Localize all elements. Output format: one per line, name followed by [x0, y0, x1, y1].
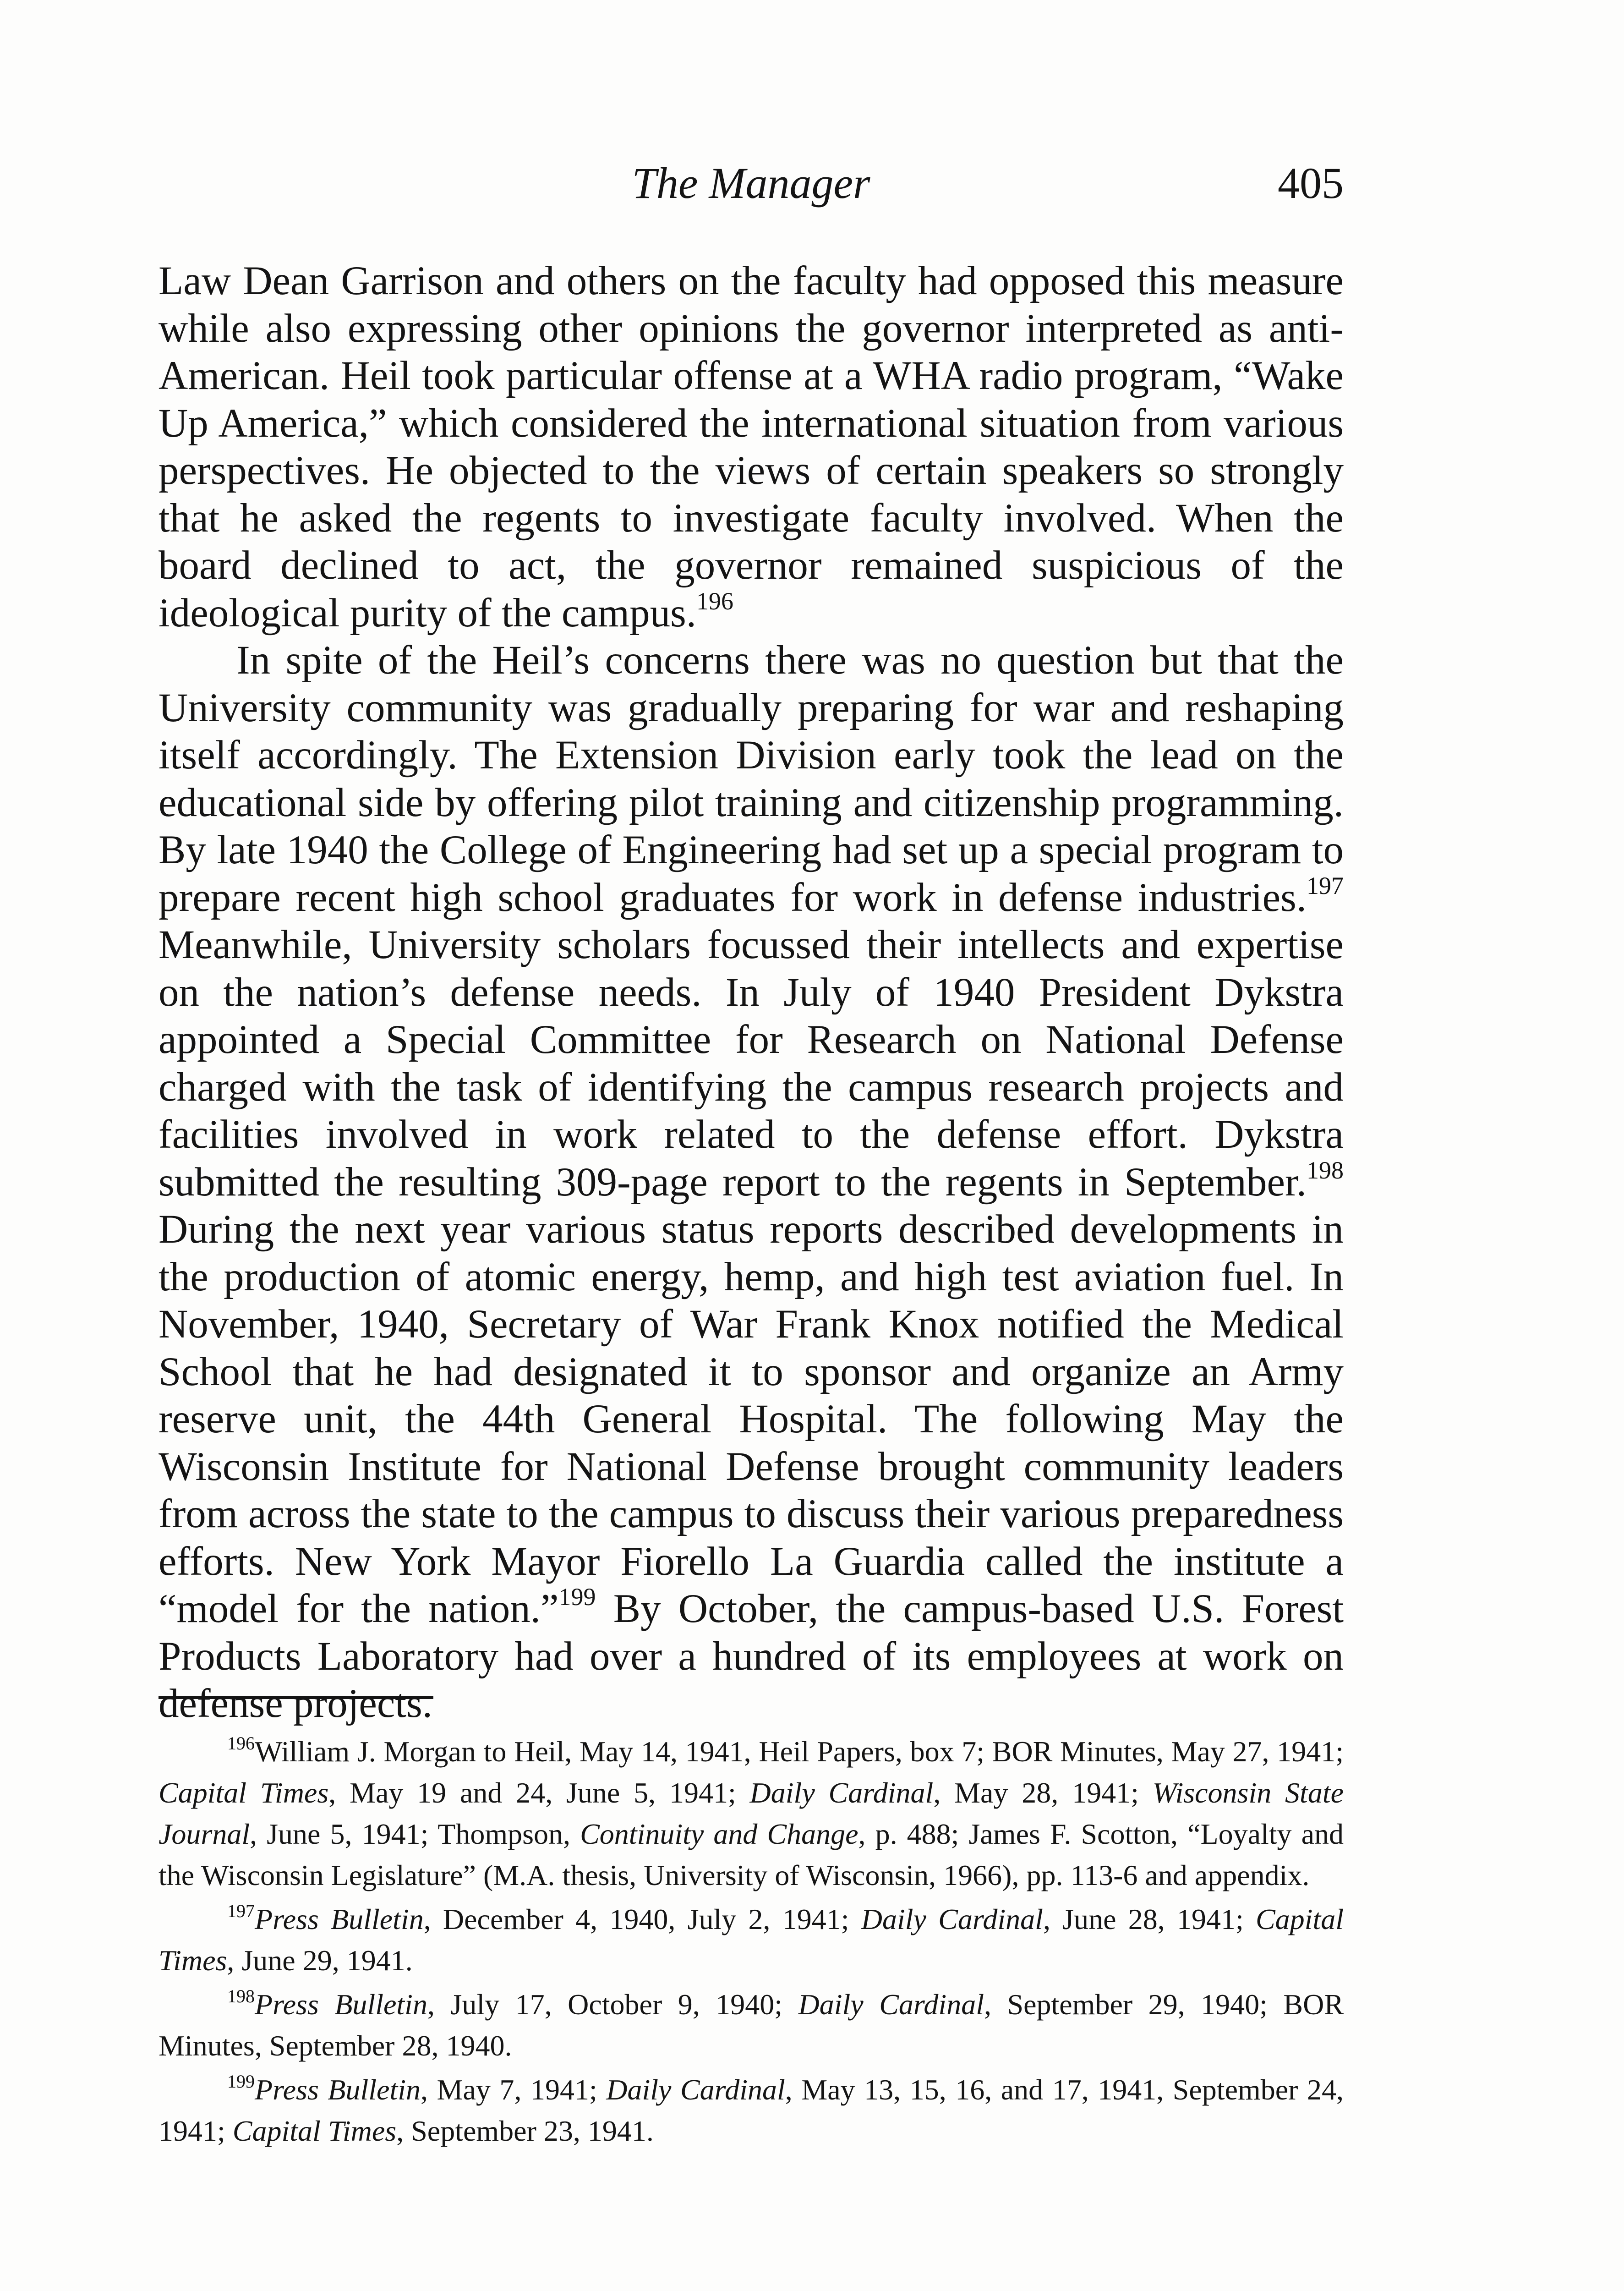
footnote-source-title: Press Bulletin	[255, 2073, 421, 2106]
footnote-source-title: Capital Times	[159, 1776, 329, 1809]
paragraph-1-text: Law Dean Garrison and others on the faculty had opposed this measure while also expressing other opinions the governor interpreted as anti-American. Heil took particular offense at a WHA radio program, “Wake Up America,” which considered the international situation from various perspectives. He objected to the views of certain speakers so strongly that he asked the regents to investigate faculty involved. When the board declined to act, the governor remained suspicious of the ideological purity of the campus.	[159, 258, 1344, 636]
footnote-text: , p. 488; James F. Scotton, “Loyalty and the Wisconsin Legislature” (M.A. thesis, University of Wisconsin, 1966), pp. 113-6 and appendix.	[159, 1818, 1344, 1891]
footnote-source-title: Wisconsin State Journal	[159, 1776, 1344, 1850]
footnote-source-title: Capital Times	[232, 2115, 397, 2147]
footnote-text: , June 29, 1941.	[227, 1944, 413, 1977]
footnote-number: 197	[227, 1900, 255, 1921]
footnote-ref-196: 196	[696, 587, 733, 615]
footnote-ref-199: 199	[558, 1583, 596, 1611]
footnote-divider	[159, 1696, 433, 1699]
paragraph-2	[159, 637, 1344, 1728]
footnote-source-title: Capital Times	[159, 1903, 1344, 1977]
footnote-number: 198	[227, 1985, 255, 2006]
footnote-199	[159, 2069, 1344, 2152]
footnotes	[159, 1731, 1344, 2154]
footnote-number: 199	[227, 2071, 255, 2092]
footnote-source-title: Daily Cardinal	[861, 1903, 1043, 1935]
footnote-text: , June 5, 1941; Thompson,	[250, 1818, 580, 1850]
paragraph-1	[159, 258, 1344, 637]
paragraph-2-text-3: During the next year various status reports described developments in the production of atomic energy, hemp, and high test aviation fuel. In November, 1940, Secretary of War Frank Knox notified the Medical School that he had designated it to sponsor and organize an Army reserve unit, the 44th General Hospital. The following May the Wisconsin Institute for National Defense brought community leaders from across the state to the campus to discuss their various preparedness efforts. New York Mayor Fiorello La Guardia called the institute a “model for the nation.”	[159, 1207, 1344, 1631]
footnote-196	[159, 1731, 1344, 1896]
footnote-text: , July 17, October 9, 1940;	[427, 1988, 798, 2021]
page-header	[159, 156, 1344, 215]
body-text	[159, 258, 1344, 1728]
paragraph-2-text-1: In spite of the Heil’s concerns there was no question but that the University community was gradually preparing for war and reshaping itself accordingly. The Extension Division early took the lead on the educational side by offering pilot training and citizenship programming. By late 1940 the College of Engineering had set up a special program to prepare recent high school graduates for work in defense industries.	[159, 638, 1344, 920]
footnote-source-title: Daily Cardinal	[749, 1776, 934, 1809]
footnote-source-title: Press Bulletin	[255, 1988, 427, 2021]
page-number: 405	[1278, 159, 1344, 208]
footnote-198	[159, 1984, 1344, 2066]
footnote-source-title: Continuity and Change	[580, 1818, 858, 1850]
footnote-source-title: Daily Cardinal	[606, 2073, 785, 2106]
paragraph-2-text-4: By October, the campus-based U.S. Forest Products Laboratory had over a hundred of its employees at work on defense projects.	[159, 1586, 1344, 1726]
footnote-text: , May 19 and 24, June 5, 1941;	[328, 1776, 750, 1809]
footnote-text: , May 7, 1941;	[421, 2073, 607, 2106]
footnote-197	[159, 1899, 1344, 1981]
footnote-text: , May 13, 15, 16, and 17, 1941, September 24, 1941;	[159, 2073, 1344, 2147]
footnote-text: William J. Morgan to Heil, May 14, 1941, Heil Papers, box 7; BOR Minutes, May 27, 1941;	[255, 1735, 1344, 1768]
footnote-text: , September 23, 1941.	[396, 2115, 654, 2147]
paragraph-2-text-2: Meanwhile, University scholars focussed their intellects and expertise on the nation’s defense needs. In July of 1940 President Dykstra appointed a Special Committee for Research on National Defense charged with the task of identifying the campus research projects and facilities involved in work related to the defense effort. Dykstra submitted the resulting 309-page report to the regents in September.	[159, 922, 1344, 1205]
footnote-text: , December 4, 1940, July 2, 1941;	[423, 1903, 861, 1935]
footnote-text: , May 28, 1941;	[933, 1776, 1153, 1809]
footnote-source-title: Press Bulletin	[255, 1903, 424, 1935]
footnote-text: , June 28, 1941;	[1043, 1903, 1256, 1935]
footnote-text: , September 29, 1940; BOR Minutes, September 28, 1940.	[159, 1988, 1344, 2062]
footnote-ref-198: 198	[1307, 1156, 1344, 1184]
running-title: The Manager	[632, 159, 870, 208]
footnote-number: 196	[227, 1732, 255, 1754]
footnote-source-title: Daily Cardinal	[798, 1988, 984, 2021]
footnote-ref-197: 197	[1307, 871, 1344, 899]
